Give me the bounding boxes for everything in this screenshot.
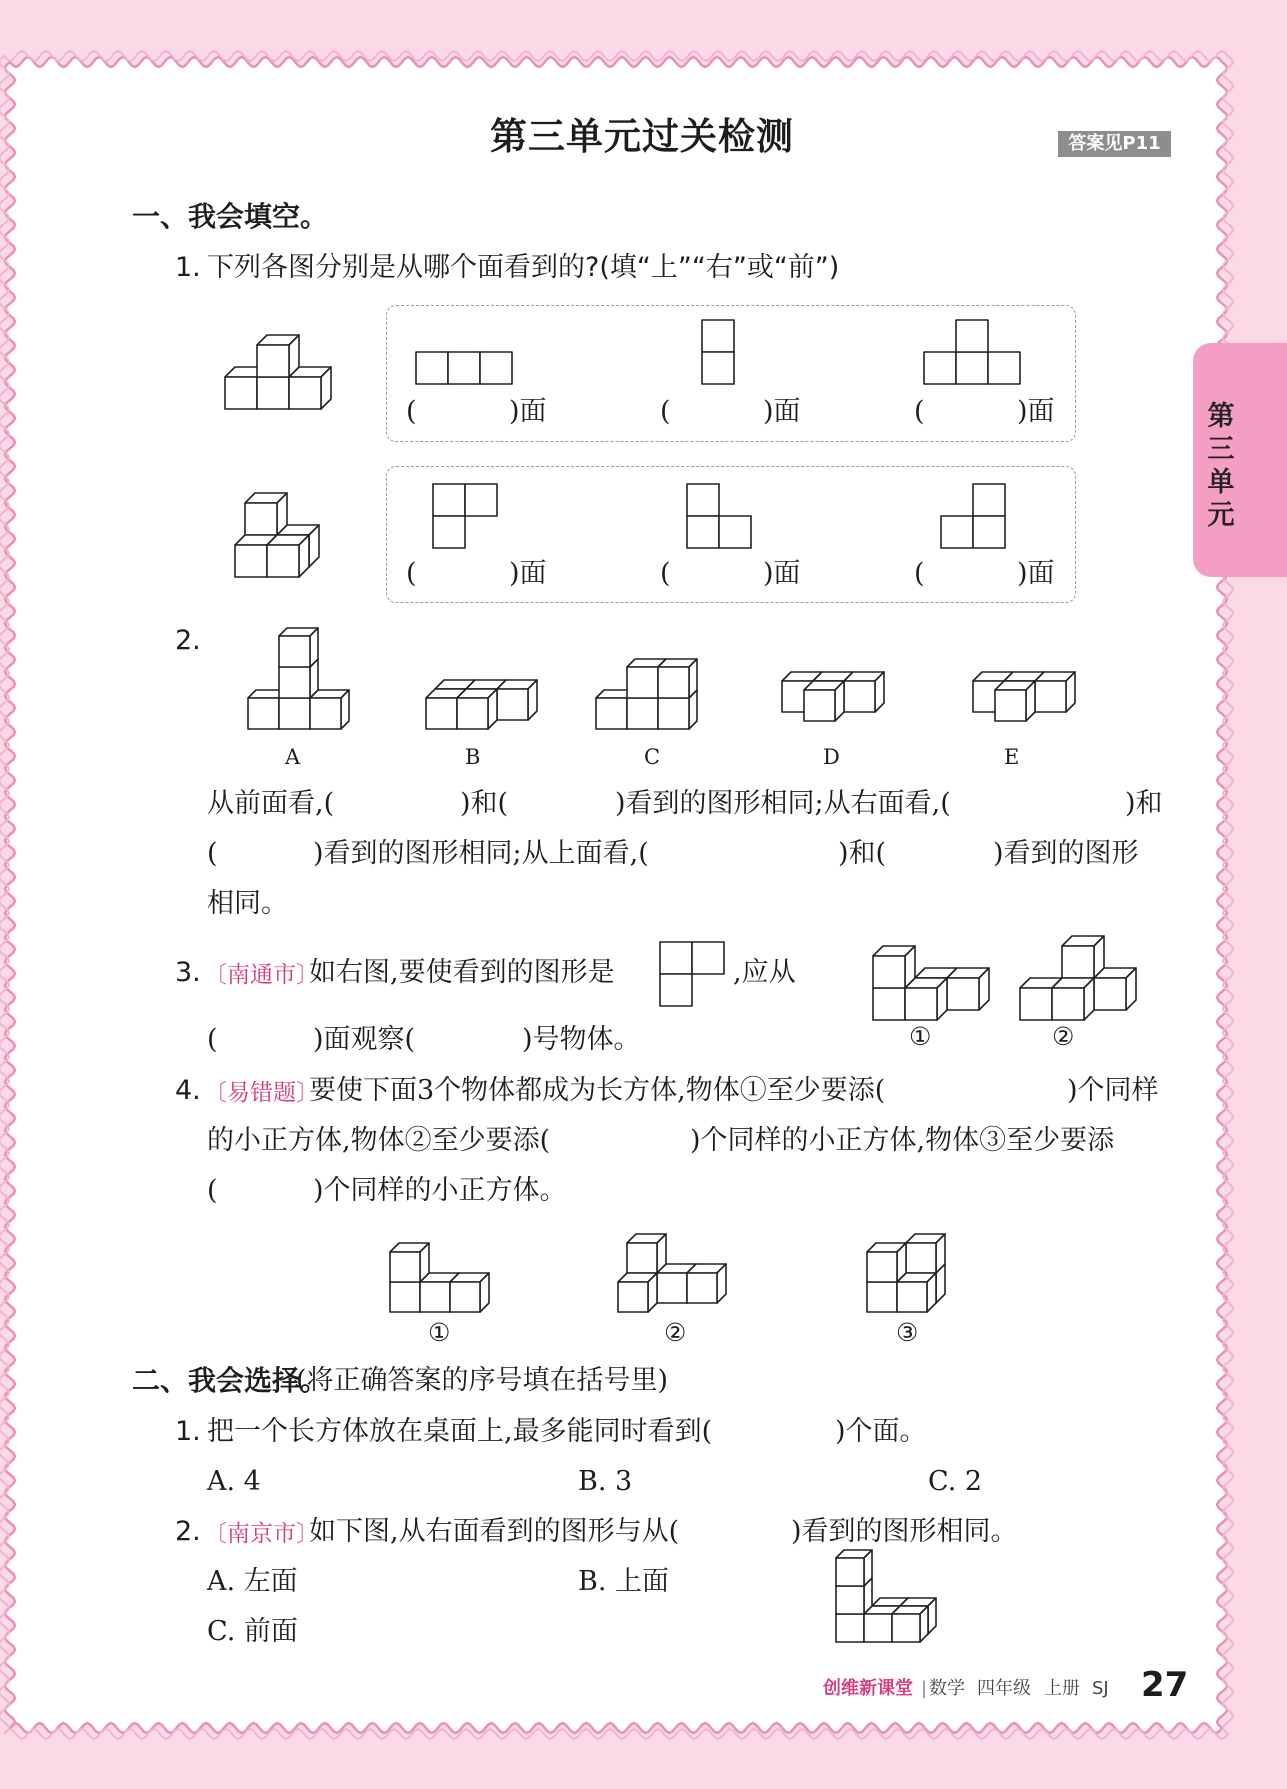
q3-solid-1-cube-4-front [873, 956, 905, 988]
q2-2-solid-cube-4-front [892, 1614, 920, 1642]
q1-1-text: 下列各图分别是从哪个面看到的?(填“上”“右”或“前”) [207, 252, 840, 283]
q1-2-line2-c: )和( [838, 838, 887, 869]
section-2-heading-note: (将正确答案的序号填在括号里) [296, 1365, 669, 1396]
q1-1-blank-6-open: ( [914, 558, 925, 589]
q4-solid-2-cube-4-front [618, 1282, 648, 1312]
q2-1-option-c: C. 2 [928, 1466, 983, 1497]
q1-4-line1-b: )个同样 [1067, 1075, 1159, 1106]
q2-1-text-b: )个面。 [835, 1416, 927, 1447]
q2-1-option-b: B. 3 [578, 1466, 633, 1497]
page-title: 第三单元过关检测 [490, 115, 794, 158]
q3-solid-2-cube-4-front [1052, 988, 1084, 1020]
footer-grade: 四年级 [977, 1678, 1031, 1699]
view-6-sq [973, 516, 1005, 548]
q2-solid-b-cube-3-front [426, 698, 457, 729]
view-4-sq [465, 484, 497, 516]
q1-2-label-c: C [644, 745, 661, 769]
q1-4-label-2: ② [664, 1318, 687, 1347]
footer-term: 上册 [1044, 1678, 1080, 1699]
q1-solid-1-cube-2-front [289, 377, 321, 409]
q3-solid-1-cube-2-front [873, 988, 905, 1020]
q1-4-line3-a: ( [207, 1175, 218, 1206]
q2-solid-b-cube-2-front [497, 689, 528, 720]
footer-edition: SJ [1092, 1678, 1109, 1699]
q2-solid-c-cube-2-front [658, 698, 689, 729]
view-5-sq [719, 516, 751, 548]
q3-view-sq [692, 942, 724, 974]
q3-solid-1-cube-3-front [905, 988, 937, 1020]
q2-solid-a-cube-3-front [279, 667, 310, 698]
q1-solid-1-cube-0-front [225, 377, 257, 409]
q4-solid-1-cube-2-front [450, 1282, 480, 1312]
q4-solid-1-cube-1-front [420, 1282, 450, 1312]
q1-1-blank-3-open: ( [914, 396, 925, 427]
q2-1-option-a: A. 4 [207, 1466, 261, 1497]
q2-solid-c-cube-0-front [596, 698, 627, 729]
q1-4-line1-a: 要使下面3个物体都成为长方体,物体①至少要添( [309, 1075, 886, 1106]
q1-3-line2-b: )面观察( [313, 1024, 416, 1055]
q4-solid-2-cube-2-front [687, 1273, 717, 1303]
view-5-sq [687, 516, 719, 548]
q2-solid-b-cube-4-front [457, 698, 488, 729]
q2-solid-a-cube-4-front [279, 636, 310, 667]
view-1-sq [448, 352, 480, 384]
q1-2-line2-b: )看到的图形相同;从上面看,( [313, 838, 649, 869]
q3-solid-1-cube-1-front [947, 978, 979, 1010]
view-2-sq [702, 352, 734, 384]
q2-2-option-c: C. 前面 [207, 1616, 298, 1647]
q4-solid-2-cube-1-front [657, 1273, 687, 1303]
q1-2-line1-b: )和( [460, 788, 509, 819]
q1-3-tag: 〔南通市〕 [204, 962, 319, 988]
q4-solid-3-cube-4-front [867, 1252, 897, 1282]
q4-solid-2-cube-3-front [627, 1243, 657, 1273]
view-3-sq [956, 352, 988, 384]
q2-2-solid-cube-5-front [836, 1586, 864, 1614]
q1-1-blank-4-close: )面 [509, 558, 547, 589]
q1-3-line2-a: ( [207, 1024, 218, 1055]
q1-1-blank-4-open: ( [406, 558, 417, 589]
view-5-sq [687, 484, 719, 516]
q2-solid-a-cube-2-side [341, 690, 349, 729]
q1-2-line1-d: )和 [1125, 788, 1163, 819]
q1-1-blank-1-open: ( [406, 396, 417, 427]
q1-4-line2-b: )个同样的小正方体,物体③至少要添 [690, 1125, 1115, 1156]
q1-2-line3: 相同。 [207, 888, 288, 919]
q1-2-line2-a: ( [207, 838, 218, 869]
q2-2-solid-cube-3-front [864, 1614, 892, 1642]
q2-2-solid-cube-6-front [836, 1558, 864, 1586]
q2-solid-d-cube-3-front [804, 690, 835, 721]
q2-2-option-a: A. 左面 [207, 1566, 298, 1597]
view-3-sq [988, 352, 1020, 384]
view-4-sq [433, 516, 465, 548]
q3-solid-2-cube-2-front [1062, 946, 1094, 978]
q2-solid-a-cube-4-side [310, 628, 318, 667]
q2-2-number: 2. [175, 1516, 201, 1547]
footer-subject: 数学 [929, 1678, 965, 1699]
view-6-sq [973, 484, 1005, 516]
q1-3-label-2: ② [1052, 1022, 1075, 1051]
section-2-heading: 二、我会选择。 [132, 1364, 329, 1397]
q1-1-blank-5-close: )面 [763, 558, 801, 589]
q3-view-sq [660, 942, 692, 974]
q4-solid-3-cube-2-front [867, 1282, 897, 1312]
section-1-heading: 一、我会填空。 [132, 200, 329, 233]
q2-1-number: 1. [175, 1416, 201, 1447]
q1-4-number: 4. [175, 1075, 201, 1106]
view-4-sq [433, 484, 465, 516]
q3-solid-2-cube-3-front [1020, 988, 1052, 1020]
q2-solid-a-cube-2-front [310, 698, 341, 729]
q1-2-number: 2. [175, 625, 201, 656]
view-3-sq [956, 320, 988, 352]
q2-solid-d-cube-2-front [844, 681, 875, 712]
q4-solid-3-cube-1-front [906, 1243, 936, 1273]
q2-2-text-a: 如下图,从右面看到的图形与从( [309, 1516, 680, 1547]
q1-3-line2-c: )号物体。 [522, 1024, 641, 1055]
unit-side-tab-label: 第三单元 [1207, 401, 1235, 531]
q1-4-label-1: ① [428, 1318, 451, 1347]
footer-brand: 创维新课堂 [823, 1678, 913, 1699]
q1-1-number: 1. [175, 252, 201, 283]
view-3-sq [924, 352, 956, 384]
q2-solid-c-cube-3-front [627, 667, 658, 698]
view-6-sq [941, 516, 973, 548]
q1-2-line1-a: 从前面看,( [207, 788, 335, 819]
q4-solid-1-cube-3-front [390, 1252, 420, 1282]
q1-4-line2-a: 的小正方体,物体②至少要添( [207, 1125, 551, 1156]
footer-divider-1: | [921, 1678, 928, 1699]
q1-2-label-a: A [285, 745, 301, 769]
q1-3-number: 3. [175, 957, 201, 988]
q3-solid-2-cube-1-front [1094, 978, 1126, 1010]
answer-reference-badge: 答案见P11 [1058, 131, 1171, 157]
view-1-sq [416, 352, 448, 384]
q2-2-option-b: B. 上面 [578, 1566, 670, 1597]
q1-2-label-d: D [823, 745, 840, 769]
page-number: 27 [1141, 1665, 1189, 1705]
q2-1-text-a: 把一个长方体放在桌面上,最多能同时看到( [207, 1416, 713, 1447]
q2-solid-c-cube-4-front [658, 667, 689, 698]
q1-1-blank-1-close: )面 [509, 396, 547, 427]
q2-2-solid-cube-2-front [836, 1614, 864, 1642]
q2-solid-a-cube-1-front [279, 698, 310, 729]
q2-solid-a-cube-0-front [248, 698, 279, 729]
q1-solid-1-cube-3-front [257, 345, 289, 377]
q1-3-text-a: 如右图,要使看到的图形是 [309, 957, 615, 988]
q1-2-line2-d: )看到的图形 [993, 838, 1139, 869]
q1-4-line3-b: )个同样的小正方体。 [313, 1175, 567, 1206]
q1-3-text-b: ,应从 [733, 957, 796, 988]
q1-solid-1-cube-1-front [257, 377, 289, 409]
q1-1-blank-3-close: )面 [1017, 396, 1055, 427]
q1-2-label-e: E [1004, 745, 1020, 769]
q1-2-label-b: B [465, 745, 481, 769]
q2-solid-c-cube-1-front [627, 698, 658, 729]
q4-solid-1-cube-0-front [390, 1282, 420, 1312]
q1-3-label-1: ① [909, 1022, 932, 1051]
q2-2-text-b: )看到的图形相同。 [791, 1516, 1018, 1547]
q2-solid-e-cube-3-front [995, 690, 1026, 721]
q2-solid-c-cube-4-side [689, 659, 697, 698]
view-1-sq [480, 352, 512, 384]
view-2-sq [702, 320, 734, 352]
q1-1-blank-2-open: ( [660, 396, 671, 427]
q1-1-blank-5-open: ( [660, 558, 671, 589]
q1-2-line1-c: )看到的图形相同;从右面看,( [615, 788, 951, 819]
q1-1-blank-6-close: )面 [1017, 558, 1055, 589]
q1-4-tag: 〔易错题〕 [204, 1080, 319, 1106]
q1-4-label-3: ③ [896, 1318, 919, 1347]
q3-view-sq [660, 974, 692, 1006]
q1-solid-2-cube-3-front [267, 545, 299, 577]
q1-solid-2-cube-2-front [235, 545, 267, 577]
q4-solid-3-cube-3-front [897, 1282, 927, 1312]
q2-solid-e-cube-2-front [1035, 681, 1066, 712]
q1-solid-2-cube-1-front [245, 503, 277, 535]
q2-2-tag: 〔南京市〕 [204, 1521, 319, 1547]
q1-1-blank-2-close: )面 [763, 396, 801, 427]
